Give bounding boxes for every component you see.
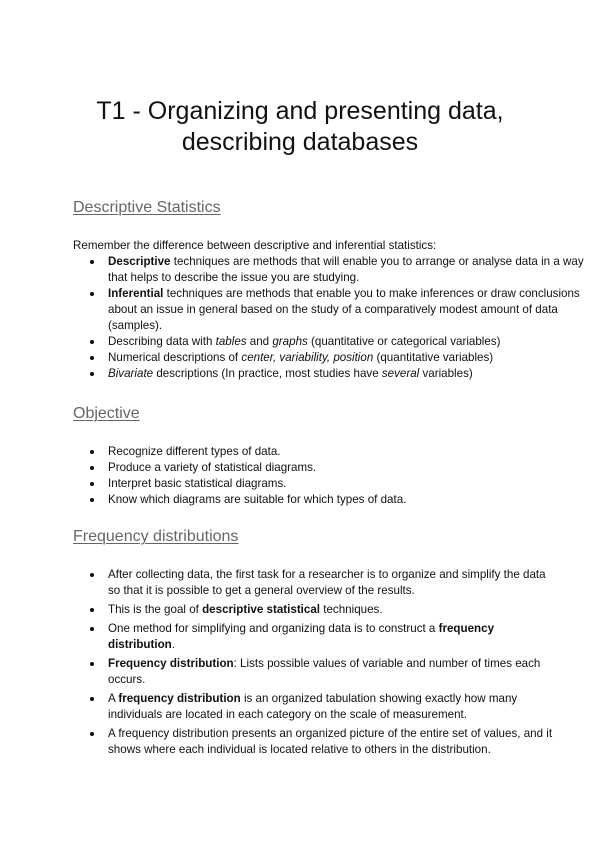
list-item-text: frequency distribution: [118, 692, 241, 705]
list-item-text: A frequency distribution presents an organized picture of the entire set of values, and it shows where each individual is located relative to others in the distribution.: [108, 727, 553, 756]
list-item-text: and: [246, 335, 273, 348]
list-item-text: descriptions (In practice, most studies have: [153, 367, 382, 380]
list-item: [108, 621, 558, 653]
list-item-text: graphs: [272, 335, 308, 348]
list-item-text: techniques are methods that enable you to make inferences or draw conclusions about an issue in general based on the study of a comparatively modest amount of data (samples).: [108, 287, 580, 332]
title-line: T1 - Organizing and presenting data,: [96, 97, 504, 125]
list-item: [108, 492, 588, 508]
list-item-text: : Lists possible values of variable and number of times each occurs.: [108, 657, 541, 686]
section-heading-descriptive-statistics: Descriptive Statistics: [73, 199, 221, 216]
list-item-text: Know which diagrams are suitable for which types of data.: [108, 493, 407, 506]
list-item: [108, 460, 588, 476]
list-item-text: several: [381, 367, 420, 380]
list-item-text: center, variability, position: [241, 351, 374, 364]
list-item-text: is an organized tabulation showing exactly how many individuals are located in each category on the scale of measurement.: [108, 692, 518, 721]
list-item: [108, 254, 588, 286]
list-item-text: Describing data with: [108, 335, 216, 348]
list-item-text: techniques.: [320, 603, 383, 616]
section-heading-frequency-distributions: Frequency distributions: [73, 528, 239, 545]
title-line: describing databases: [181, 128, 419, 156]
list-item-text: variables): [419, 367, 473, 380]
list-item: [108, 602, 558, 618]
list-item-text: Interpret basic statistical diagrams.: [108, 477, 287, 490]
list-item-text: Bivariate: [108, 367, 154, 380]
list-item-text: Frequency distribution: [108, 657, 234, 670]
list-item-text: Produce a variety of statistical diagrams.: [108, 461, 317, 474]
list-item-text: .: [171, 638, 175, 651]
list-item-text: Inferential: [108, 287, 164, 300]
list-item: [108, 366, 588, 382]
intro-paragraph: Remember the difference between descriptive and inferential statistics:: [73, 239, 437, 252]
list-item-text: Descriptive: [108, 255, 171, 268]
list-item: [108, 476, 588, 492]
section-heading-objective: Objective: [73, 405, 140, 422]
list-item-text: This is the goal of: [108, 603, 203, 616]
list-item-text: After collecting data, the first task for a researcher is to organize and simplify the data so that it is possible to get a general overview of the results.: [108, 568, 546, 597]
list-item-text: One method for simplifying and organizing data is to construct a: [108, 622, 439, 635]
list-item-text: Recognize different types of data.: [108, 445, 281, 458]
list-item: [108, 334, 588, 350]
list-item: [108, 567, 558, 599]
list-item-text: descriptive statistical: [202, 603, 321, 616]
list-item-text: A: [108, 692, 119, 705]
list-item-text: (quantitative variables): [373, 351, 494, 364]
list-item: [108, 656, 558, 688]
bullet-list: [73, 567, 558, 761]
list-item: [108, 350, 588, 366]
list-item-text: (quantitative or categorical variables): [307, 335, 501, 348]
list-item-text: frequency distribution: [108, 622, 495, 651]
list-item: [108, 726, 558, 758]
list-item-text: techniques are methods that will enable you to arrange or analyse data in a way that helps to describe the issue you are studying.: [108, 255, 584, 284]
list-item: [108, 691, 558, 723]
list-item-text: tables: [215, 335, 247, 348]
list-item: [108, 286, 588, 334]
bullet-list: [73, 444, 588, 508]
page-title: [0, 96, 600, 158]
bullet-list: [73, 254, 588, 382]
list-item: [108, 444, 588, 460]
list-item-text: Numerical descriptions of: [108, 351, 242, 364]
